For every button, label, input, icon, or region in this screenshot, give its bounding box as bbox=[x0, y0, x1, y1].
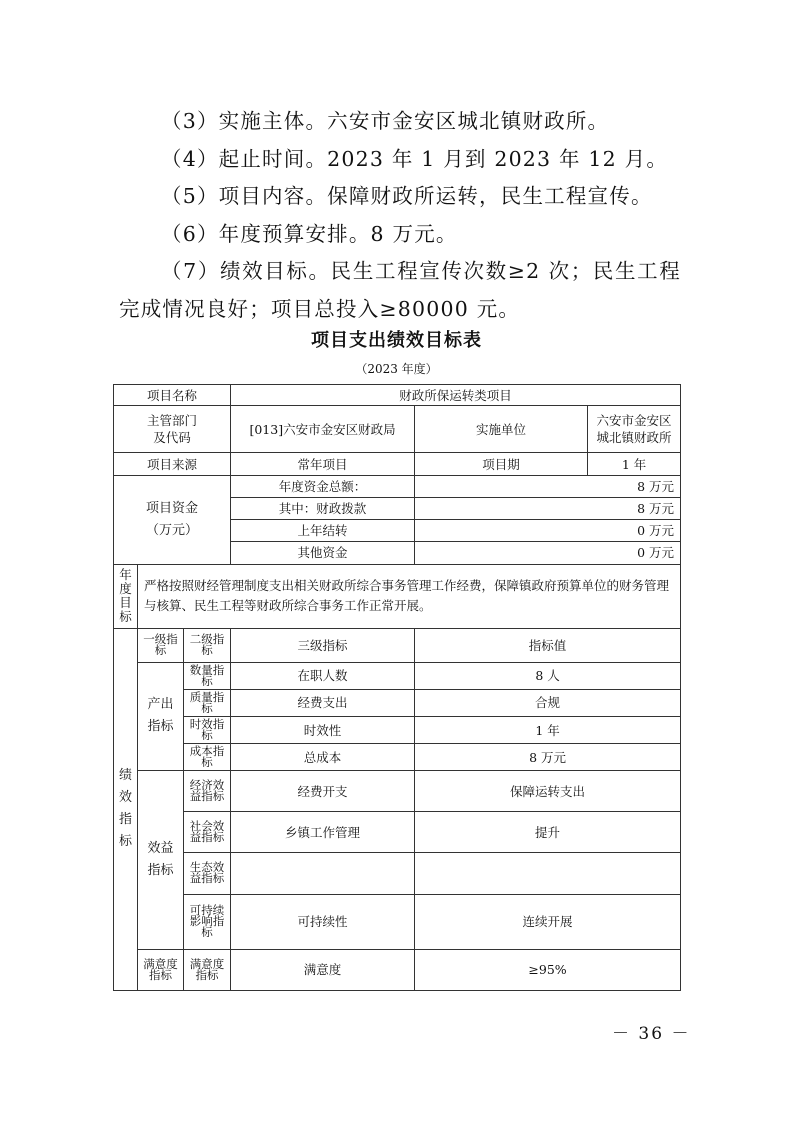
funds-other-value: 0 万元 bbox=[415, 542, 681, 564]
table-row bbox=[114, 689, 681, 716]
indicator-l3: 乡镇工作管理 bbox=[231, 812, 415, 853]
indicator-l2: 可持续影响指标 bbox=[184, 894, 231, 949]
header-value: 指标值 bbox=[415, 628, 681, 662]
indicator-l2: 社会效益指标 bbox=[184, 812, 231, 853]
indicator-value: 8 人 bbox=[415, 662, 681, 689]
indicator-l2: 生态效益指标 bbox=[184, 853, 231, 894]
table-row bbox=[114, 949, 681, 990]
paragraph-goals: （7）绩效目标。民生工程宣传次数≥2 次；民生工程完成情况良好；项目总投入≥80000 元。 bbox=[119, 259, 681, 321]
dept-value: [013]六安市金安区财政局 bbox=[231, 406, 415, 453]
paragraph-budget: （6）年度预算安排。8 万元。 bbox=[161, 221, 458, 246]
funds-carryover-label: 上年结转 bbox=[231, 520, 415, 542]
indicator-l2: 成本指标 bbox=[184, 744, 231, 771]
indicator-value: 保障运转支出 bbox=[415, 771, 681, 812]
funds-carryover-value: 0 万元 bbox=[415, 520, 681, 542]
impl-value: 六安市金安区城北镇财政所 bbox=[596, 413, 672, 446]
indicator-l3: 总成本 bbox=[231, 744, 415, 771]
paragraph-period: （4）起止时间。2023 年 1 月到 2023 年 12 月。 bbox=[161, 146, 669, 171]
impl-label: 实施单位 bbox=[415, 406, 588, 452]
funds-unit: （万元） bbox=[146, 522, 199, 538]
funds-label-cell bbox=[114, 476, 231, 564]
table-row bbox=[114, 771, 681, 812]
table-row bbox=[114, 894, 681, 949]
table-row bbox=[114, 628, 681, 662]
funds-fiscal-value: 8 万元 bbox=[415, 498, 681, 520]
indicator-l3 bbox=[231, 853, 415, 894]
indicator-l2: 质量指标 bbox=[184, 689, 231, 716]
indicator-l3: 经费支出 bbox=[231, 689, 415, 716]
indicator-l2: 经济效益指标 bbox=[184, 771, 231, 812]
funds-total-value: 8 万元 bbox=[415, 476, 681, 498]
period-value: 1 年 bbox=[621, 456, 647, 472]
header-level3: 三级指标 bbox=[231, 628, 415, 662]
page-number: － 36 － bbox=[612, 1024, 691, 1044]
period-label: 项目期 bbox=[415, 453, 588, 475]
table-row bbox=[114, 385, 681, 406]
indicator-l3: 时效性 bbox=[231, 716, 415, 743]
benefit-label: 效益指标 bbox=[138, 771, 184, 950]
indicator-l3: 经费开支 bbox=[231, 771, 415, 812]
table-year: （2023 年度） bbox=[355, 362, 438, 376]
indicator-value: 1 年 bbox=[415, 716, 681, 743]
table-row bbox=[114, 406, 681, 453]
indicator-l2: 满意度指标 bbox=[184, 949, 231, 990]
indicator-value: 8 万元 bbox=[415, 744, 681, 771]
table-row bbox=[114, 716, 681, 743]
perf-label: 绩效指标 bbox=[114, 628, 138, 990]
indicator-l3: 可持续性 bbox=[231, 894, 415, 949]
table-row bbox=[114, 812, 681, 853]
dept-label: 主管部门及代码 bbox=[114, 406, 231, 453]
body-text bbox=[119, 103, 681, 328]
satisfaction-label: 满意度指标 bbox=[138, 949, 184, 990]
table-row bbox=[114, 853, 681, 894]
table-row bbox=[114, 744, 681, 771]
paragraph-implementer: （3）实施主体。六安市金安区城北镇财政所。 bbox=[161, 109, 610, 133]
header-level2: 二级指标 bbox=[184, 628, 231, 662]
table-row bbox=[114, 564, 681, 628]
header-level1: 一级指标 bbox=[138, 628, 184, 662]
indicator-value: ≥95% bbox=[415, 949, 681, 990]
project-name-value: 财政所保运转类项目 bbox=[231, 385, 681, 406]
source-label: 项目来源 bbox=[114, 453, 231, 476]
paragraph-content: （5）项目内容。保障财政所运转，民生工程宣传。 bbox=[161, 184, 653, 208]
indicator-value: 合规 bbox=[415, 689, 681, 716]
output-label: 产出指标 bbox=[138, 662, 184, 770]
goal-label: 年度目标 bbox=[114, 564, 138, 628]
indicator-value: 连续开展 bbox=[415, 894, 681, 949]
indicator-l2: 时效指标 bbox=[184, 716, 231, 743]
project-name-label: 项目名称 bbox=[114, 385, 231, 406]
table-title: 项目支出绩效目标表 bbox=[311, 330, 482, 351]
goal-text: 严格按照财经管理制度支出相关财政所综合事务管理工作经费，保障镇政府预算单位的财务管理与核算、民生工程等财政所综合事务工作正常开展。 bbox=[138, 564, 681, 628]
table-row bbox=[114, 453, 681, 476]
table-row bbox=[114, 662, 681, 689]
funds-other-label: 其他资金 bbox=[231, 542, 415, 564]
table-row bbox=[114, 476, 681, 498]
source-value: 常年项目 bbox=[231, 453, 415, 476]
indicator-l3: 满意度 bbox=[231, 949, 415, 990]
funds-fiscal-label: 其中：财政拨款 bbox=[231, 498, 415, 520]
funds-label: 项目资金 bbox=[146, 500, 199, 516]
indicator-value bbox=[415, 853, 681, 894]
indicator-l2: 数量指标 bbox=[184, 662, 231, 689]
indicator-l3: 在职人数 bbox=[231, 662, 415, 689]
funds-total-label: 年度资金总额： bbox=[231, 476, 415, 498]
performance-table bbox=[113, 384, 681, 991]
indicator-value: 提升 bbox=[415, 812, 681, 853]
